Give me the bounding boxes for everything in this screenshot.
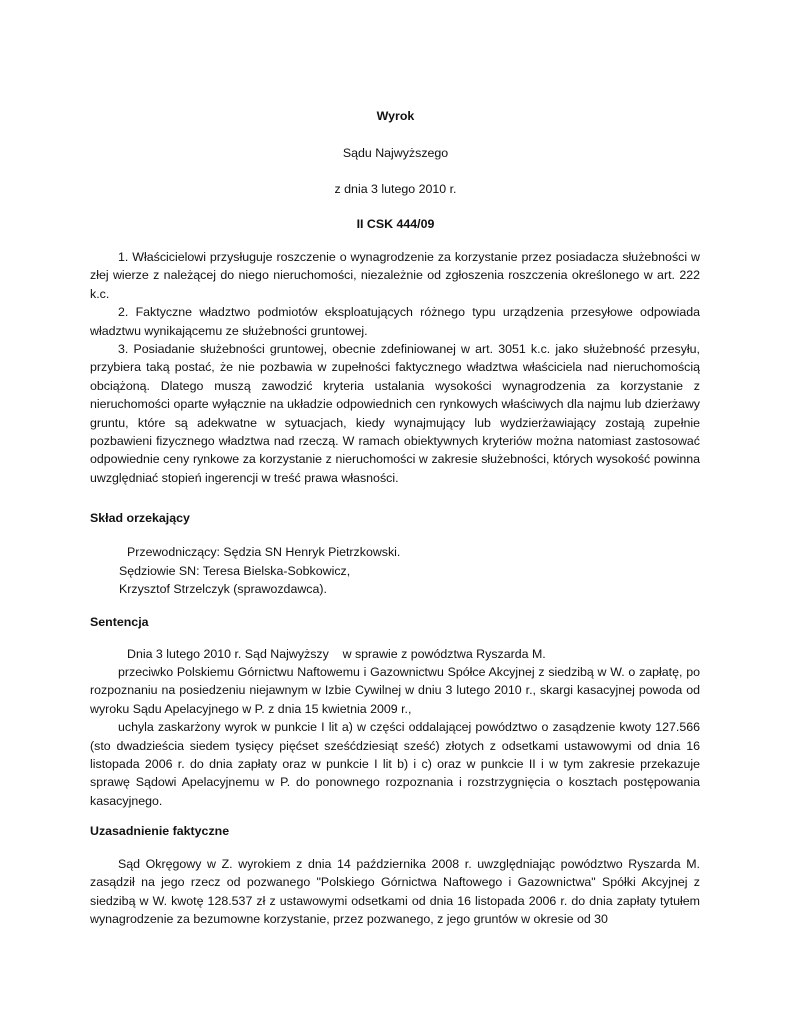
judgment-date: z dnia 3 lutego 2010 r. xyxy=(334,182,457,196)
presiding-judge: Przewodniczący: Sędzia SN Henryk Pietrzkowski. xyxy=(127,545,401,559)
document-title: Wyrok xyxy=(376,109,415,123)
case-number: II CSK 444/09 xyxy=(356,217,435,231)
sentence-body xyxy=(90,663,700,810)
judges-line: Sędziowie SN: Teresa Bielska-Sobkowicz, xyxy=(119,564,351,578)
theses-section xyxy=(90,248,700,487)
composition-heading: Skład orzekający xyxy=(90,511,190,525)
court-name: Sądu Najwyższego xyxy=(342,146,449,160)
sentence-paragraph-1: przeciwko Polskiemu Górnictwu Naftowemu i Gazownictwu Spółce Akcyjnej z siedzibą w W. o zapłatę, po rozpoznaniu na posiedzeniu niejawnym w Izbie Cywilnej w dniu 3 lutego 2010 r., skargi kasacyjnej powoda od wyroku Sądu Apelacyjnego w P. z dnia 15 kwietnia 2009 r., xyxy=(90,665,700,716)
sentence-paragraph-2: uchyla zaskarżony wyrok w punkcie I lit a) w części oddalającej powództwo o zasądzenie kwoty 127.566 (sto dwadzieścia siedem tysięcy pięćset sześćdziesiąt sześć) złotych z odsetkami ustawowymi od dnia 16 listopada 2006 r. do dnia zapłaty oraz w punkcie I lit b) i c) oraz w punkcie II i w tym zakresie przekazuje sprawę Sądowi Apelacyjnemu w P. do ponownego rozpoznania i rozstrzygnięcia o kosztach postępowania kasacyjnego. xyxy=(90,720,700,808)
justification-paragraph-1: Sąd Okręgowy w Z. wyrokiem z dnia 14 października 2008 r. uwzględniając powództwo Ryszarda M. zasądził na jego rzecz od pozwanego "Polskiego Górnictwa Naftowego i Gazownictwa" Spółki Akcyjnej z siedzibą w W. kwotę 128.537 zł z ustawowymi odsetkami od dnia 16 listopada 2006 r. do dnia zapłaty tytułem wynagrodzenie za bezumowne korzystanie, przez pozwanego, z jego gruntów w okresie od 30 xyxy=(90,857,700,927)
sentence-heading: Sentencja xyxy=(90,615,149,629)
justification-body xyxy=(90,855,700,929)
thesis-3: 3. Posiadanie służebności gruntowej, obecnie zdefiniowanej w art. 3051 k.c. jako służebność przesyłu, przybiera taką postać, że nie pozbawia w zupełności faktycznego władztwa właściciela nad nieruchomością obciążoną. Dlatego muszą zawodzić kryteria ustalania wysokości wynagrodzenia za korzystanie z nieruchomości oparte wyłącznie na układzie odpowiednich cen rynkowych właściwych dla najmu lub dzierżawy gruntu, które są adekwatne w sytuacjach, kiedy wynajmujący lub wydzierżawiający zostają zupełnie pozbawieni fizycznego władztwa nad rzeczą. W ramach obiektywnych kryteriów można natomiast zastosować odpowiednie ceny rynkowe za korzystanie z nieruchomości w zakresie służebności, których wysokość powinna uwzględniać stopień ingerencji w treść prawa własności. xyxy=(90,342,700,485)
sentence-intro: Dnia 3 lutego 2010 r. Sąd Najwyższy w sprawie z powództwa Ryszarda M. xyxy=(127,647,546,661)
thesis-2: 2. Faktyczne władztwo podmiotów eksploatujących różnego typu urządzenia przesyłowe odpowiada władztwu wynikającemu ze służebności gruntowej. xyxy=(90,305,700,338)
reporting-judge: Krzysztof Strzelczyk (sprawozdawca). xyxy=(119,582,327,596)
justification-heading: Uzasadnienie faktyczne xyxy=(90,824,230,838)
thesis-1: 1. Właścicielowi przysługuje roszczenie o wynagrodzenie za korzystanie przez posiadacza służebności w złej wierze z należącej do niego nieruchomości, niezależnie od zgłoszenia roszczenia określonego w art. 222 k.c. xyxy=(90,250,700,301)
